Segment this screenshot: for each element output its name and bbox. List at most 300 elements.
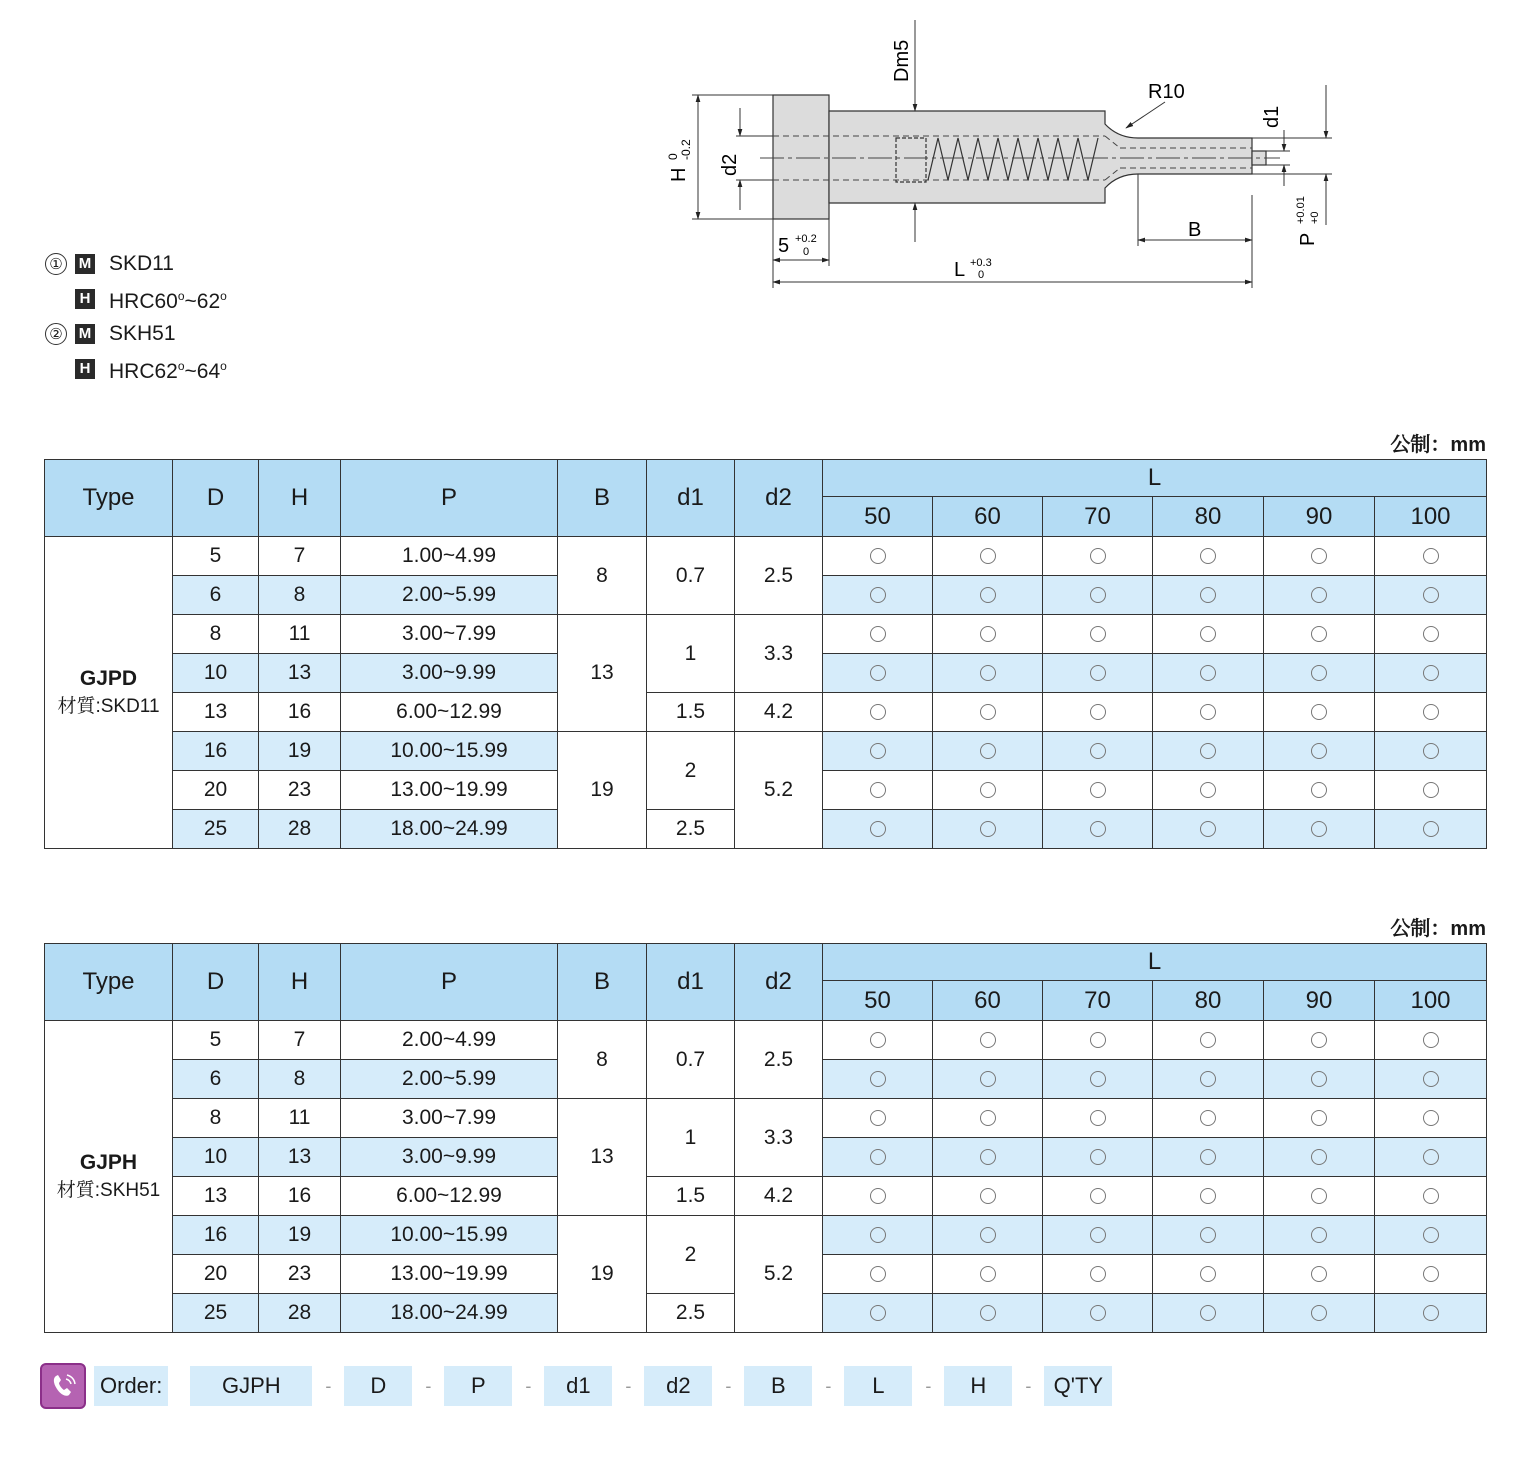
availability-circle-icon (870, 743, 886, 759)
order-separator: - (325, 1375, 332, 1396)
b-cell: 13 (558, 615, 647, 732)
availability-circle-icon (980, 1305, 996, 1321)
availability-cell (1264, 1177, 1375, 1216)
d1-cell: 1 (647, 615, 735, 693)
availability-cell (1043, 1099, 1153, 1138)
d-cell: 25 (173, 810, 259, 849)
order-field: d1 (544, 1366, 612, 1406)
availability-circle-icon (1090, 1188, 1106, 1204)
d-cell: 16 (173, 1216, 259, 1255)
availability-cell (1153, 1216, 1264, 1255)
p-header: P (341, 460, 558, 537)
availability-circle-icon (1200, 782, 1216, 798)
d-header: D (173, 944, 259, 1021)
d-cell: 10 (173, 1138, 259, 1177)
availability-circle-icon (1200, 1032, 1216, 1048)
availability-circle-icon (1311, 1266, 1327, 1282)
availability-cell (1043, 654, 1153, 693)
availability-circle-icon (1311, 626, 1327, 642)
availability-circle-icon (1200, 626, 1216, 642)
availability-circle-icon (980, 665, 996, 681)
availability-cell (1264, 1255, 1375, 1294)
phone-icon (40, 1363, 86, 1409)
availability-circle-icon (1311, 1032, 1327, 1048)
availability-cell (933, 537, 1043, 576)
availability-circle-icon (980, 587, 996, 603)
availability-circle-icon (980, 1188, 996, 1204)
availability-circle-icon (870, 704, 886, 720)
availability-cell (1043, 693, 1153, 732)
availability-cell (1153, 1138, 1264, 1177)
availability-circle-icon (1311, 1071, 1327, 1087)
svg-text:+0.2: +0.2 (795, 233, 817, 245)
availability-cell (933, 1216, 1043, 1255)
availability-circle-icon (1090, 1032, 1106, 1048)
availability-cell (1153, 1177, 1264, 1216)
h-cell: 7 (259, 537, 341, 576)
availability-cell (1375, 1099, 1487, 1138)
b-cell: 13 (558, 1099, 647, 1216)
d-cell: 20 (173, 1255, 259, 1294)
order-field: H (944, 1366, 1012, 1406)
number-badge: ① (45, 253, 67, 275)
availability-cell (1043, 732, 1153, 771)
availability-cell (1375, 1177, 1487, 1216)
availability-cell (1264, 732, 1375, 771)
availability-circle-icon (1200, 1149, 1216, 1165)
d-cell: 13 (173, 1177, 259, 1216)
h-cell: 23 (259, 771, 341, 810)
availability-cell (1153, 576, 1264, 615)
material-tag: M (75, 254, 95, 274)
svg-text:Dm5: Dm5 (891, 39, 913, 82)
h-cell: 28 (259, 1294, 341, 1333)
availability-cell (1264, 1099, 1375, 1138)
availability-cell (1043, 1216, 1153, 1255)
availability-circle-icon (1423, 1227, 1439, 1243)
d2-cell: 5.2 (735, 1216, 823, 1333)
type-name: GJPD (79, 667, 138, 690)
availability-cell (823, 537, 933, 576)
svg-text:H: H (668, 167, 690, 182)
availability-circle-icon (1311, 1227, 1327, 1243)
hardness-value: HRC62$^o$~64$^o$ (109, 358, 227, 383)
p-cell: 3.00~9.99 (341, 1138, 558, 1177)
availability-circle-icon (870, 665, 886, 681)
p-cell: 3.00~9.99 (341, 654, 558, 693)
availability-circle-icon (1200, 1071, 1216, 1087)
p-cell: 3.00~7.99 (341, 1099, 558, 1138)
svg-text:R10: R10 (1148, 81, 1185, 103)
availability-cell (1043, 810, 1153, 849)
h-cell: 8 (259, 576, 341, 615)
availability-circle-icon (870, 1149, 886, 1165)
spec-table-gjpd (44, 459, 1487, 849)
availability-cell (1375, 1138, 1487, 1177)
availability-circle-icon (1200, 704, 1216, 720)
l-header: L (823, 460, 1487, 497)
availability-circle-icon (1311, 743, 1327, 759)
availability-cell (1153, 1255, 1264, 1294)
punch-drawing (640, 20, 1360, 300)
availability-circle-icon (1311, 821, 1327, 837)
unit-label: 公制：mm (1390, 918, 1486, 940)
punch-head (773, 95, 829, 219)
availability-circle-icon (1090, 1110, 1106, 1126)
availability-circle-icon (870, 626, 886, 642)
availability-circle-icon (1423, 743, 1439, 759)
availability-circle-icon (980, 1032, 996, 1048)
availability-circle-icon (980, 1266, 996, 1282)
h-cell: 13 (259, 654, 341, 693)
availability-cell (933, 615, 1043, 654)
availability-cell (1153, 732, 1264, 771)
availability-circle-icon (1200, 1227, 1216, 1243)
d-cell: 13 (173, 693, 259, 732)
availability-cell (823, 810, 933, 849)
d2-cell: 2.5 (735, 537, 823, 615)
table-row (45, 615, 1487, 654)
availability-cell (933, 1177, 1043, 1216)
hardness-tag: H (75, 289, 95, 309)
availability-circle-icon (1090, 665, 1106, 681)
type-name: GJPH (79, 1151, 138, 1174)
availability-cell (933, 1099, 1043, 1138)
availability-cell (1153, 1060, 1264, 1099)
availability-cell (823, 1138, 933, 1177)
material-name: SKD11 (109, 252, 174, 275)
p-cell: 18.00~24.99 (341, 810, 558, 849)
availability-cell (823, 1060, 933, 1099)
availability-cell (1375, 1216, 1487, 1255)
table-row (45, 1099, 1487, 1138)
svg-text:d2: d2 (719, 153, 741, 176)
table-row (45, 537, 1487, 576)
h-header: H (259, 460, 341, 537)
material-row (45, 246, 227, 281)
d-cell: 20 (173, 771, 259, 810)
availability-cell (1375, 537, 1487, 576)
availability-circle-icon (870, 1227, 886, 1243)
availability-circle-icon (870, 821, 886, 837)
availability-cell (1264, 1021, 1375, 1060)
h-cell: 16 (259, 693, 341, 732)
availability-circle-icon (1423, 1188, 1439, 1204)
punch-body (829, 111, 1252, 203)
availability-cell (1153, 693, 1264, 732)
availability-circle-icon (1200, 821, 1216, 837)
order-separator: - (525, 1375, 532, 1396)
availability-circle-icon (870, 1110, 886, 1126)
availability-circle-icon (870, 1266, 886, 1282)
h-header: H (259, 944, 341, 1021)
availability-circle-icon (1200, 743, 1216, 759)
availability-cell (1043, 615, 1153, 654)
availability-cell (823, 732, 933, 771)
d-cell: 8 (173, 1099, 259, 1138)
type-header: Type (45, 460, 173, 537)
availability-cell (1264, 576, 1375, 615)
availability-circle-icon (1090, 1227, 1106, 1243)
p-cell: 3.00~7.99 (341, 615, 558, 654)
availability-cell (1153, 1021, 1264, 1060)
availability-circle-icon (980, 704, 996, 720)
availability-circle-icon (1200, 1110, 1216, 1126)
table-row (45, 1021, 1487, 1060)
availability-circle-icon (1311, 1110, 1327, 1126)
availability-cell (1153, 654, 1264, 693)
d2-header: d2 (735, 460, 823, 537)
p-cell: 13.00~19.99 (341, 771, 558, 810)
l-value-header: 100 (1375, 497, 1487, 537)
h-cell: 19 (259, 1216, 341, 1255)
d2-cell: 2.5 (735, 1021, 823, 1099)
availability-circle-icon (1090, 821, 1106, 837)
order-separator: - (425, 1375, 432, 1396)
order-field: GJPH (190, 1366, 312, 1406)
h-cell: 23 (259, 1255, 341, 1294)
availability-cell (823, 1021, 933, 1060)
p-cell: 6.00~12.99 (341, 693, 558, 732)
availability-circle-icon (1311, 704, 1327, 720)
availability-cell (823, 693, 933, 732)
b-cell: 19 (558, 732, 647, 849)
d-cell: 6 (173, 576, 259, 615)
availability-cell (1264, 615, 1375, 654)
availability-cell (933, 732, 1043, 771)
d-cell: 10 (173, 654, 259, 693)
type-header: Type (45, 944, 173, 1021)
availability-circle-icon (980, 1110, 996, 1126)
availability-cell (1264, 810, 1375, 849)
availability-cell (1375, 732, 1487, 771)
availability-cell (1375, 693, 1487, 732)
availability-circle-icon (1423, 548, 1439, 564)
hardness-value: HRC60$^o$~62$^o$ (109, 288, 227, 313)
availability-circle-icon (1423, 626, 1439, 642)
availability-cell (1264, 1216, 1375, 1255)
availability-cell (1153, 1294, 1264, 1333)
d-cell: 8 (173, 615, 259, 654)
availability-circle-icon (1423, 704, 1439, 720)
availability-cell (1043, 1177, 1153, 1216)
unit-label: 公制：mm (1390, 434, 1486, 456)
hardness-row (45, 281, 227, 316)
svg-text:+0.01: +0.01 (1295, 196, 1307, 224)
availability-circle-icon (980, 1149, 996, 1165)
p-cell: 13.00~19.99 (341, 1255, 558, 1294)
availability-cell (823, 654, 933, 693)
availability-circle-icon (870, 1032, 886, 1048)
material-tag: M (75, 324, 95, 344)
l-value-header: 70 (1043, 981, 1153, 1021)
availability-circle-icon (980, 782, 996, 798)
svg-text:P: P (1297, 232, 1319, 246)
availability-cell (1043, 1255, 1153, 1294)
availability-circle-icon (1200, 665, 1216, 681)
d2-cell: 5.2 (735, 732, 823, 849)
order-separator: - (625, 1375, 632, 1396)
availability-circle-icon (1423, 821, 1439, 837)
svg-text:5: 5 (778, 235, 790, 257)
h-cell: 13 (259, 1138, 341, 1177)
availability-cell (933, 654, 1043, 693)
order-field: B (744, 1366, 812, 1406)
availability-circle-icon (1423, 1305, 1439, 1321)
l-value-header: 50 (823, 497, 933, 537)
availability-circle-icon (1200, 1305, 1216, 1321)
availability-circle-icon (980, 743, 996, 759)
availability-circle-icon (1423, 587, 1439, 603)
d1-cell: 0.7 (647, 537, 735, 615)
availability-cell (1375, 1060, 1487, 1099)
availability-cell (1043, 1021, 1153, 1060)
b-header: B (558, 460, 647, 537)
b-cell: 8 (558, 537, 647, 615)
availability-circle-icon (1090, 548, 1106, 564)
availability-circle-icon (870, 1305, 886, 1321)
svg-text:0: 0 (978, 269, 985, 281)
availability-circle-icon (1200, 548, 1216, 564)
d1-cell: 2.5 (647, 810, 735, 849)
availability-circle-icon (870, 1188, 886, 1204)
availability-cell (1153, 1099, 1264, 1138)
d1-cell: 2 (647, 1216, 735, 1294)
svg-text:L: L (954, 259, 966, 281)
availability-cell (1375, 1021, 1487, 1060)
availability-circle-icon (1090, 1149, 1106, 1165)
availability-cell (1153, 810, 1264, 849)
availability-circle-icon (1090, 1266, 1106, 1282)
d-cell: 16 (173, 732, 259, 771)
d1-cell: 1.5 (647, 1177, 735, 1216)
p-cell: 18.00~24.99 (341, 1294, 558, 1333)
hardness-tag: H (75, 359, 95, 379)
l-value-header: 50 (823, 981, 933, 1021)
p-cell: 2.00~5.99 (341, 1060, 558, 1099)
l-header: L (823, 944, 1487, 981)
d2-cell: 3.3 (735, 1099, 823, 1177)
d1-cell: 2 (647, 732, 735, 810)
number-badge: ② (45, 323, 67, 345)
svg-text:B: B (1188, 219, 1202, 241)
material-list (45, 246, 227, 386)
material-row (45, 316, 227, 351)
availability-cell (1264, 654, 1375, 693)
availability-cell (1043, 1294, 1153, 1333)
availability-circle-icon (1090, 587, 1106, 603)
availability-circle-icon (1423, 1032, 1439, 1048)
p-cell: 6.00~12.99 (341, 1177, 558, 1216)
availability-circle-icon (1311, 1188, 1327, 1204)
order-field: P (444, 1366, 512, 1406)
d2-cell: 3.3 (735, 615, 823, 693)
spec-table-gjph (44, 943, 1487, 1333)
availability-cell (1043, 1138, 1153, 1177)
availability-cell (933, 810, 1043, 849)
d-header: D (173, 460, 259, 537)
availability-cell (1264, 1138, 1375, 1177)
p-cell: 10.00~15.99 (341, 1216, 558, 1255)
order-field: d2 (644, 1366, 712, 1406)
l-value-header: 90 (1264, 981, 1375, 1021)
table-row (45, 732, 1487, 771)
availability-cell (1375, 1255, 1487, 1294)
table-row (45, 1177, 1487, 1216)
availability-circle-icon (1423, 1110, 1439, 1126)
order-label: Order: (94, 1366, 168, 1406)
p-cell: 2.00~5.99 (341, 576, 558, 615)
order-separator: - (925, 1375, 932, 1396)
d1-cell: 1.5 (647, 693, 735, 732)
availability-circle-icon (980, 1227, 996, 1243)
b-cell: 19 (558, 1216, 647, 1333)
table-row (45, 1216, 1487, 1255)
l-value-header: 60 (933, 497, 1043, 537)
availability-circle-icon (980, 1071, 996, 1087)
availability-cell (823, 576, 933, 615)
table-row (45, 693, 1487, 732)
d1-cell: 2.5 (647, 1294, 735, 1333)
availability-circle-icon (1090, 704, 1106, 720)
order-field: L (844, 1366, 912, 1406)
h-cell: 7 (259, 1021, 341, 1060)
l-value-header: 100 (1375, 981, 1487, 1021)
order-separator: - (825, 1375, 832, 1396)
material-name: SKH51 (109, 322, 176, 345)
order-separator: - (1025, 1375, 1032, 1396)
availability-cell (933, 1021, 1043, 1060)
h-cell: 11 (259, 1099, 341, 1138)
availability-cell (823, 1294, 933, 1333)
availability-circle-icon (1200, 1188, 1216, 1204)
availability-circle-icon (1311, 548, 1327, 564)
svg-text:d1: d1 (1261, 105, 1283, 128)
availability-cell (1264, 1294, 1375, 1333)
availability-circle-icon (980, 548, 996, 564)
h-cell: 8 (259, 1060, 341, 1099)
availability-cell (1043, 576, 1153, 615)
p-header: P (341, 944, 558, 1021)
availability-cell (933, 771, 1043, 810)
availability-cell (1153, 771, 1264, 810)
availability-circle-icon (1090, 626, 1106, 642)
availability-cell (823, 615, 933, 654)
availability-cell (1375, 654, 1487, 693)
d-cell: 5 (173, 1021, 259, 1060)
l-value-header: 90 (1264, 497, 1375, 537)
availability-cell (1375, 576, 1487, 615)
availability-circle-icon (1423, 782, 1439, 798)
availability-circle-icon (980, 626, 996, 642)
availability-circle-icon (1200, 1266, 1216, 1282)
availability-circle-icon (1200, 587, 1216, 603)
availability-cell (1375, 771, 1487, 810)
availability-circle-icon (1423, 1071, 1439, 1087)
svg-text:0: 0 (803, 246, 810, 258)
order-field: Q'TY (1044, 1366, 1112, 1406)
d1-cell: 1 (647, 1099, 735, 1177)
type-cell (45, 537, 173, 849)
hardness-row (45, 351, 227, 386)
availability-cell (1264, 1060, 1375, 1099)
order-field: D (344, 1366, 412, 1406)
svg-text:-0.2: -0.2 (679, 139, 693, 160)
d2-cell: 4.2 (735, 693, 823, 732)
availability-circle-icon (1423, 1149, 1439, 1165)
l-value-header: 60 (933, 981, 1043, 1021)
availability-cell (933, 693, 1043, 732)
